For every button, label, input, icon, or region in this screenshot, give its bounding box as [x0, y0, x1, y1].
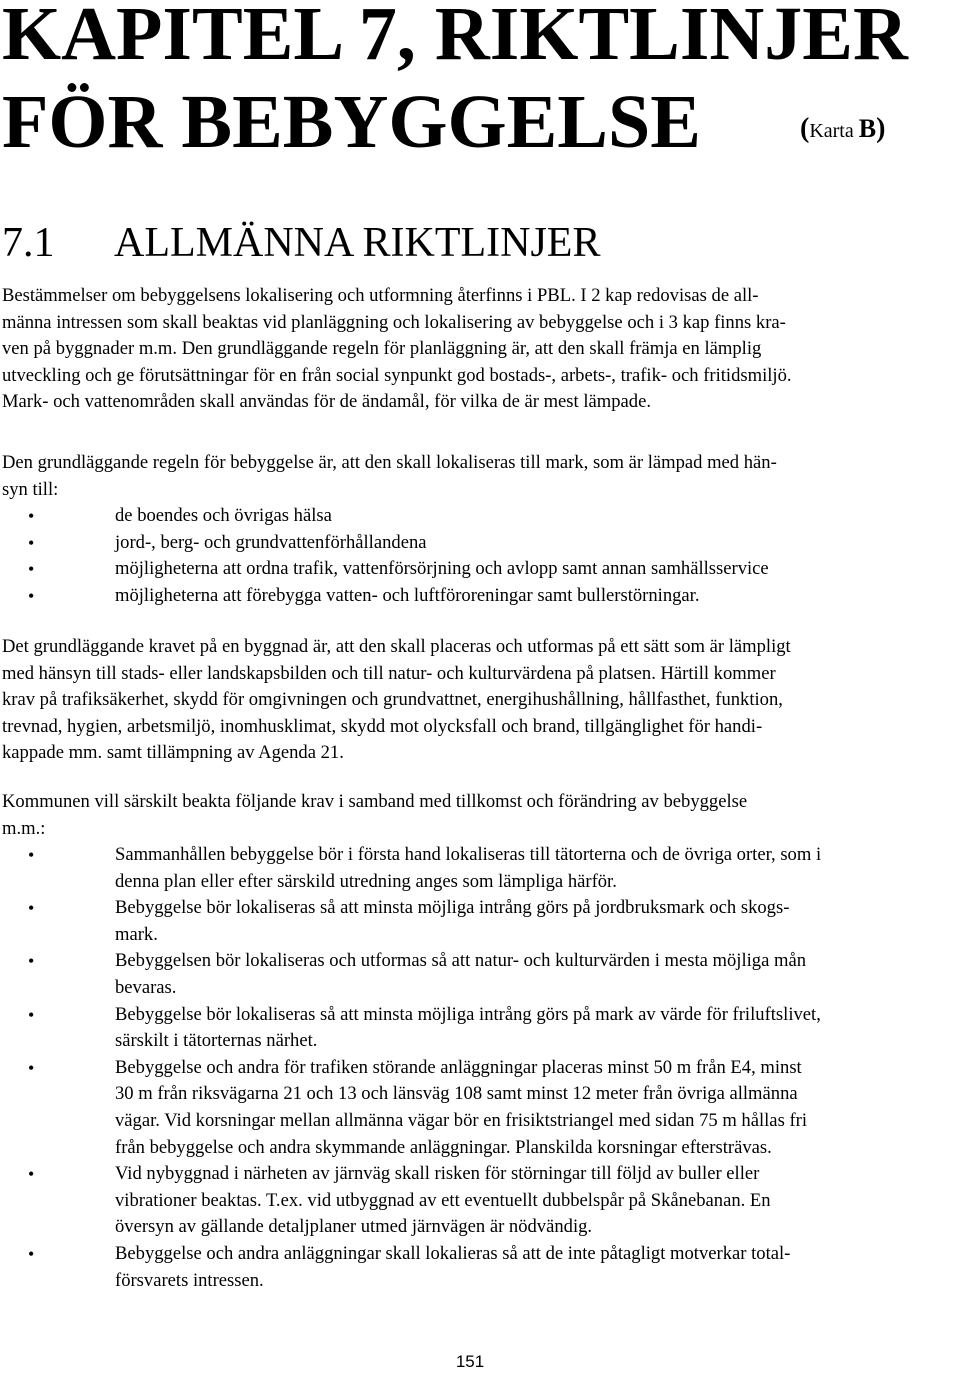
- section-heading: [2, 218, 600, 268]
- list-item: • Bebyggelse och andra för trafiken störande anläggningar placeras minst 50 m från E4, minst 30 m från riksvägarna 21 och 13 och länsväg 108 samt minst 12 meter från övriga allmänna vägar. Vid korsningar mellan allmänna vägar bör en frisiktstriangel med sidan 75 m hållas fri från bebyggelse och andra skymmande anläggningar. Planskilda korsningar eftersträvas.: [28, 1056, 807, 1158]
- list-item: • jord-, berg- och grundvattenförhållandena: [0, 530, 958, 557]
- list-item: • Bebyggelse bör lokaliseras så att minsta möjliga intrång görs på jordbruksmark och skogs- mark.: [28, 897, 790, 945]
- section-number: 7.1: [2, 220, 55, 266]
- paragraph-line: med hänsyn till stads- eller landskapsbilden och till natur- och kulturvärdena på platsen. Härtill kommer: [2, 662, 776, 684]
- list-item: • möjligheterna att ordna trafik, vattenförsörjning och avlopp samt annan samhällsservice: [0, 556, 958, 583]
- list-item: • Sammanhållen bebyggelse bör i första hand lokaliseras till tätorterna och de övriga orter, som i denna plan eller efter särskild utredning anges som lämpliga härför.: [28, 844, 822, 892]
- bullet-icon: •: [28, 1057, 35, 1078]
- paragraph-line: m.m.:: [2, 817, 46, 839]
- paragraph-line: Den grundläggande regeln för bebyggelse är, att den skall lokaliseras till mark, som är lämpad med hän-: [2, 452, 777, 473]
- list-item: • Bebyggelse och andra anläggningar skall lokalieras så att de inte påtagligt motverkar total- försvarets intressen.: [28, 1242, 791, 1291]
- bullet-icon: •: [28, 845, 35, 865]
- bullet-icon: •: [28, 585, 35, 606]
- map-ref-word: Karta: [809, 120, 859, 142]
- list-item: • Vid nybyggnad i närheten av järnväg skall risken för störningar till följd av buller eller vibrationer beaktas. T.ex. vid utbyggnad av ett eventuellt dubbelspår på Skånebanan. En översyn av gällande detaljplaner utmed järnvägen är nödvändig.: [28, 1163, 771, 1238]
- chapter-title-line2: FÖR BEBYGGELSE: [2, 80, 701, 164]
- list-item: • möjligheterna att förebygga vatten- och luftföroreningar samt bullerstörningar.: [0, 583, 958, 610]
- municipality-bullet-list: [0, 842, 958, 1294]
- bullet-icon: •: [28, 506, 35, 526]
- map-ref-close-paren: ): [876, 113, 886, 144]
- map-ref-open-paren: (: [800, 113, 810, 144]
- paragraph-line: Det grundläggande kravet på en byggnad är, att den skall placeras och utformas på ett sätt som är lämpligt: [2, 636, 791, 657]
- location-bullet-list: [0, 503, 958, 609]
- location-paragraph: [2, 450, 952, 503]
- paragraph-line: kappade mm. samt tillämpning av Agenda 21.: [2, 742, 344, 764]
- chapter-title-line1: KAPITEL 7, RIKTLINJER: [2, 0, 908, 76]
- map-reference: [800, 113, 885, 145]
- list-item: • Bebyggelsen bör lokaliseras och utformas så att natur- och kulturvärden i mesta möjliga mån bevaras.: [28, 950, 807, 998]
- paragraph-line: Kommunen vill särskilt beakta följande krav i samband med tillkomst och förändring av bebyggelse: [2, 791, 748, 812]
- list-item: • de boendes och övrigas hälsa: [0, 503, 958, 530]
- paragraph-line: ven på byggnader m.m. Den grundläggande regeln för planläggning är, att den skall främja en lämplig: [2, 338, 762, 360]
- paragraph-line: männa intressen som skall beaktas vid planläggning och lokalisering av bebyggelse och i 3 kap finns kra-: [2, 311, 786, 333]
- municipality-paragraph: [2, 789, 952, 842]
- map-ref-letter: B: [858, 114, 877, 143]
- section-title: ALLMÄNNA RIKTLINJER: [114, 220, 601, 266]
- list-item: • Bebyggelse bör lokaliseras så att minsta möjliga intrång görs på mark av värde för friluftslivet, särskilt i tätorternas närhet.: [28, 1003, 821, 1052]
- paragraph-line: trevnad, hygien, arbetsmiljö, inomhusklimat, skydd mot olycksfall och brand, tillgänglighet för handi-: [2, 715, 763, 737]
- bullet-icon: •: [28, 1164, 35, 1185]
- building-paragraph: [2, 634, 952, 767]
- bullet-icon: •: [28, 532, 35, 553]
- bullet-icon: •: [28, 1243, 35, 1264]
- paragraph-line: syn till:: [2, 478, 59, 500]
- bullet-icon: •: [28, 898, 35, 919]
- intro-paragraph: [2, 283, 952, 416]
- paragraph-line: Bestämmelser om bebyggelsens lokalisering och utformning återfinns i PBL. I 2 kap redovisas de all-: [2, 285, 759, 306]
- chapter-title: [2, 0, 908, 166]
- page-number: 151: [455, 1352, 485, 1371]
- paragraph-line: utveckling och ge förutsättningar för en från social synpunkt god bostads-, arbets-, trafik- och fritidsmiljö.: [2, 364, 792, 386]
- paragraph-line: krav på trafiksäkerhet, skydd för omgivningen och grundvattnet, energihushållning, hållfasthet, funktion,: [2, 689, 783, 711]
- bullet-icon: •: [28, 559, 35, 580]
- bullet-icon: •: [28, 1004, 35, 1025]
- bullet-icon: •: [28, 951, 35, 972]
- paragraph-line: Mark- och vattenområden skall användas för de ändamål, för vilka de är mest lämpade.: [2, 391, 651, 413]
